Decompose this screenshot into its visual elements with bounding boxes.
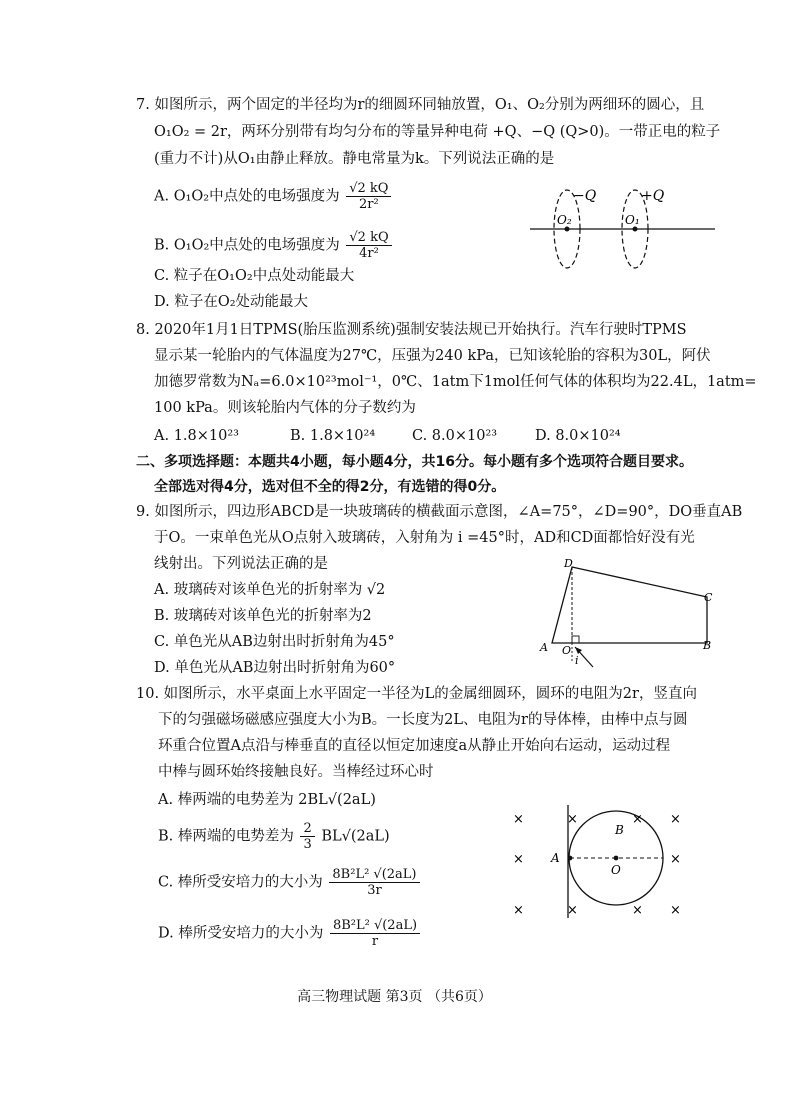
q9-label-b: B [703, 639, 712, 652]
q10-option-c [158, 867, 422, 898]
q10-option-b-fraction [300, 821, 314, 852]
q9-line2: 于O。一束单色光从O点射入玻璃砖，入射角为 i =45°时，AD和CD面都恰好没有光 [154, 530, 695, 546]
q9-right-angle-mark [572, 636, 579, 643]
field-mark: × [567, 903, 578, 918]
q9-label-a: A [540, 641, 548, 654]
q7-line2: O₁O₂ = 2r，两环分别带有均匀分布的等量异种电荷 +Q、−Q (Q>0)。一带正电的粒子 [154, 124, 721, 140]
q7-option-b-fraction [346, 230, 391, 261]
q10-ring-figure [505, 800, 705, 930]
section2-heading-line2: 全部选对得4分，选对但不全的得2分，有选错的得0分。 [154, 479, 506, 495]
q7-option-b-text: B. O₁O₂中点处的电场强度为 [154, 237, 340, 254]
q10-point-a [568, 856, 573, 861]
q10-label-a: A [551, 851, 560, 865]
q7-option-a [154, 181, 393, 212]
q10-option-b [158, 821, 390, 852]
q8-option-a: A. 1.8×10²³ [154, 428, 239, 444]
q7-option-b-den: 4r² [359, 246, 379, 261]
q7-center-o2 [565, 227, 570, 232]
q10-option-b-num: 2 [300, 821, 314, 837]
q7-label-plus-q: +Q [641, 188, 665, 204]
field-mark: × [670, 852, 681, 867]
q9-line3: 线射出。下列说法正确的是 [154, 556, 328, 572]
q7-label-o2: O₂ [557, 213, 572, 227]
q10-option-d-fraction [330, 918, 420, 949]
q8-option-d: D. 8.0×10²⁴ [535, 428, 621, 444]
q7-option-a-den: 2r² [358, 197, 379, 212]
field-mark: × [513, 903, 524, 918]
q8-line3: 加德罗常数为Nₐ=6.0×10²³mol⁻¹，0℃、1atm下1mol任何气体的体积均为22.4L，1atm= [154, 374, 757, 390]
q7-option-a-num: √2 kQ [346, 181, 391, 197]
q7-label-o1: O₁ [625, 213, 640, 227]
q10-option-c-fraction [329, 867, 419, 898]
q7-option-a-text: A. O₁O₂中点处的电场强度为 [154, 188, 340, 205]
page-footer: 高三物理试题 第3页 （共6页） [297, 989, 492, 1005]
q7-label-minus-q: −Q [573, 188, 597, 204]
q10-line4: 中棒与圆环始终接触良好。当棒经过环心时 [158, 764, 434, 780]
q10-point-o [614, 856, 619, 861]
q7-option-a-fraction [346, 181, 391, 212]
q9-label-c: C [704, 591, 713, 604]
q9-option-d: D. 单色光从AB边射出时折射角为60° [154, 660, 396, 676]
q10-option-d-den: r [371, 934, 379, 949]
q10-label-b: B [615, 823, 624, 837]
q8-option-b: B. 1.8×10²⁴ [290, 428, 376, 444]
q8-line4: 100 kPa。则该轮胎内气体的分子数约为 [154, 400, 416, 416]
q10-label-o: O [611, 863, 621, 877]
q9-glass-figure [535, 555, 725, 675]
q10-option-b-tail: BL√(2aL) [321, 828, 390, 845]
q10-option-c-den: 3r [367, 883, 382, 898]
q10-line1: 10. 如图所示，水平桌面上水平固定一半径为L的金属细圆环，圆环的电阻为2r，竖直向 [136, 686, 697, 702]
field-mark: × [632, 903, 643, 918]
q8-line1: 8. 2020年1月1日TPMS(胎压监测系统)强制安装法规已开始执行。汽车行驶时TPMS [136, 322, 687, 338]
q9-label-i: i [575, 654, 579, 667]
q10-option-d-text: D. 棒所受安培力的大小为 [158, 925, 324, 942]
q9-label-d: D [564, 557, 573, 570]
field-mark: × [513, 812, 524, 827]
field-mark: × [513, 852, 524, 867]
q10-line3: 环重合位置A点沿与棒垂直的直径以恒定加速度a从静止开始向右运动，运动过程 [158, 738, 671, 754]
q7-rings-figure [525, 180, 725, 280]
field-mark: × [670, 903, 681, 918]
q7-line1: 7. 如图所示，两个固定的半径均为r的细圆环同轴放置，O₁、O₂分别为两细环的圆心，且 [136, 97, 705, 113]
q10-option-a: A. 棒两端的电势差为 2BL√(2aL) [158, 792, 376, 808]
q9-option-b: B. 玻璃砖对该单色光的折射率为2 [154, 608, 372, 624]
section2-heading-line1: 二、多项选择题：本题共4小题，每小题4分，共16分。每小题有多个选项符合题目要求。 [136, 454, 693, 470]
q10-line2: 下的匀强磁场磁感应强度大小为B。一长度为2L、电阻为r的导体棒，由棒中点与圆 [158, 712, 688, 728]
q9-line1: 9. 如图所示，四边形ABCD是一块玻璃砖的横截面示意图，∠A=75°，∠D=90°，DO垂直AB [136, 504, 743, 520]
q8-line2: 显示某一轮胎内的气体温度为27℃，压强为240 kPa，已知该轮胎的容积为30L，阿伏 [154, 348, 711, 364]
q10-option-d-num: 8B²L² √(2aL) [330, 918, 420, 934]
q10-option-d [158, 918, 422, 949]
q9-label-o: O [562, 644, 572, 657]
q10-option-c-text: C. 棒所受安培力的大小为 [158, 874, 323, 891]
q9-quadrilateral-abcd [552, 567, 707, 643]
q9-option-a: A. 玻璃砖对该单色光的折射率为 √2 [154, 582, 386, 598]
q10-field-marks [513, 812, 681, 918]
q10-option-b-den: 3 [303, 837, 312, 852]
q7-option-b [154, 230, 394, 261]
q10-option-c-num: 8B²L² √(2aL) [329, 867, 419, 883]
q7-option-d: D. 粒子在O₂处动能最大 [154, 294, 309, 310]
field-mark: × [670, 812, 681, 827]
q7-option-c: C. 粒子在O₁O₂中点处动能最大 [154, 268, 355, 284]
field-mark: × [632, 812, 643, 827]
q7-option-b-num: √2 kQ [346, 230, 391, 246]
q8-option-c: C. 8.0×10²³ [412, 428, 498, 444]
q10-option-b-text: B. 棒两端的电势差为 [158, 828, 294, 845]
q7-line3: (重力不计)从O₁由静止释放。静电常量为k。下列说法正确的是 [154, 151, 555, 167]
field-mark: × [567, 812, 578, 827]
q9-option-c: C. 单色光从AB边射出时折射角为45° [154, 634, 395, 650]
q7-center-o1 [633, 227, 638, 232]
